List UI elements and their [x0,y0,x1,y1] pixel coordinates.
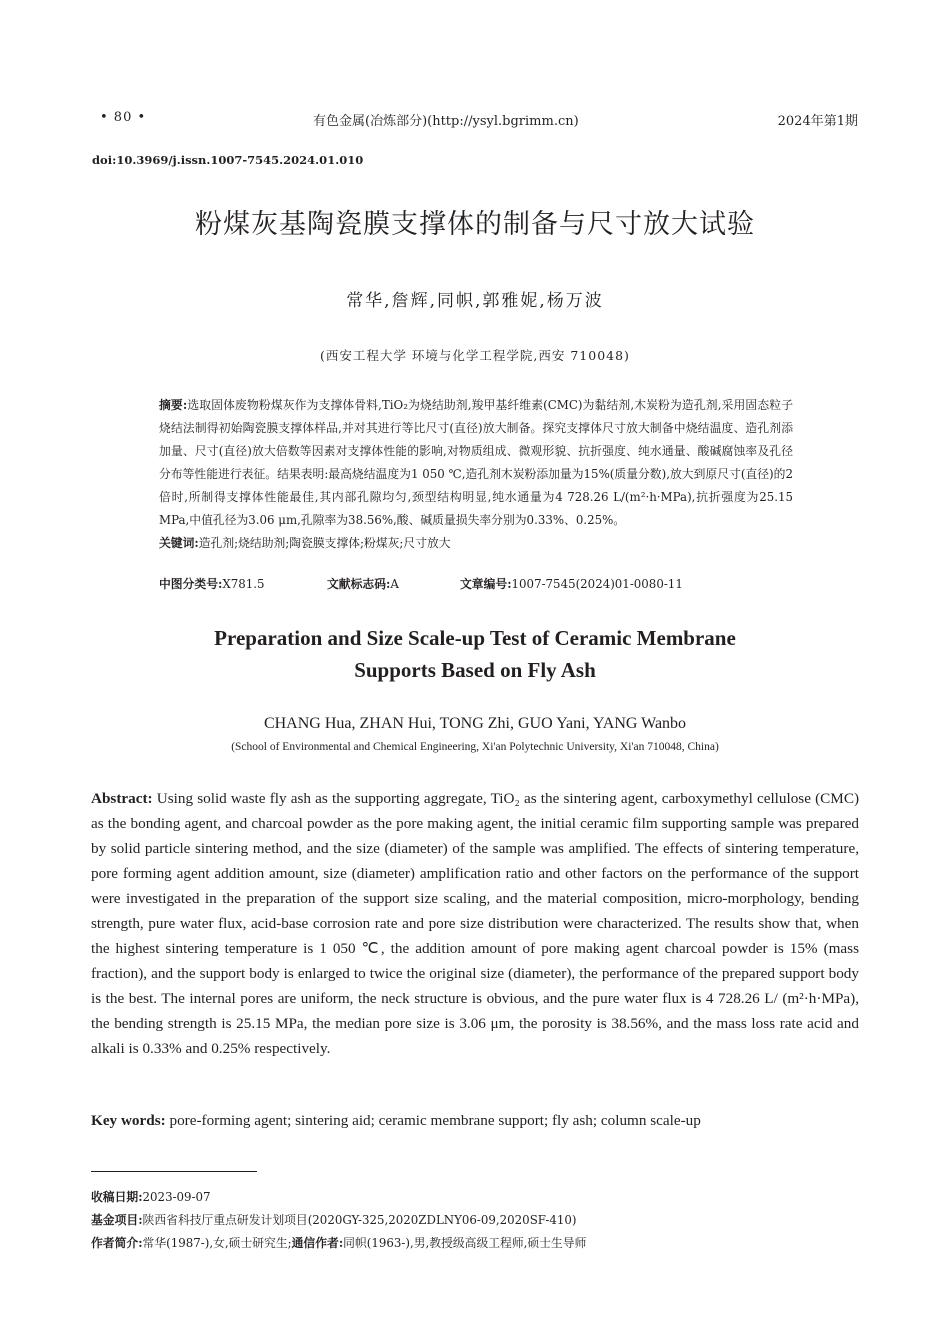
abstract-en [91,786,859,1061]
page-number: • 80 • [100,110,147,125]
clc-label: 中图分类号: [159,577,223,591]
footnote-divider [91,1171,257,1172]
keywords-cn-text: 造孔剂;烧结助剂;陶瓷膜支撑体;粉煤灰;尺寸放大 [198,536,451,550]
author-bio [91,1232,871,1255]
paper-title-cn: 粉煤灰基陶瓷膜支撑体的制备与尺寸放大试验 [195,209,755,240]
authors-cn: 常华,詹辉,同帜,郭雅妮,杨万波 [346,291,604,311]
fund-project [91,1209,871,1232]
abstract-en-label: Abstract: [91,790,153,807]
authors-en: CHANG Hua, ZHAN Hui, TONG Zhi, GUO Yani, YANG Wanbo [263,715,687,732]
clc-value: X781.5 [222,577,265,591]
affiliation-en: (School of Environmental and Chemical Engineering, Xi'an Polytechnic University, Xi'an 710048, China) [231,741,719,753]
abstract-cn-label: 摘要: [159,398,188,412]
issue-label: 2024年第1期 [777,114,858,129]
article-number [460,575,683,592]
keywords-en [91,1112,859,1130]
keywords-en-text: pore-forming agent; sintering aid; ceramic membrane support; fly ash; column scale-up [169,1112,701,1129]
document-code [327,575,399,592]
author-label: 作者简介: [91,1236,143,1250]
article-label: 文章编号: [460,577,512,591]
abstract-cn-section [159,394,793,555]
corr-value: 同帜(1963-),男,教授级高级工程师,硕士生导师 [343,1236,587,1250]
fund-label: 基金项目: [91,1213,143,1227]
article-value: 1007-7545(2024)01-0080-11 [511,577,683,591]
journal-header: 有色金属(冶炼部分)(http://ysyl.bgrimm.cn) [313,114,579,129]
keywords-cn [159,532,793,555]
keywords-cn-label: 关键词: [159,536,199,550]
paper-title-en [0,622,950,686]
abstract-cn-text: 选取固体废物粉煤灰作为支撑体骨料,TiO₂为烧结助剂,羧甲基纤维素(CMC)为黏结剂,木炭粉为造孔剂,采用固态粒子烧结法制得初始陶瓷膜支撑体样品,并对其进行等比尺寸(直径)放大制备。探究支撑体尺寸放大制备中烧结温度、造孔剂添加量、尺寸(直径)放大倍数等因素对支撑体性能的影响,对物质组成、微观形貌、抗折强度、纯水通量、酸碱腐蚀率及孔径分布等性能进行表征。结果表明:最高烧结温度为1 050 ℃,造孔剂木炭粉添加量为15%(质量分数),放大到原尺寸(直径)的2倍时,所制得支撑体性能最佳,其内部孔隙均匀,颈型结构明显,纯水通量为4 728.26 L/(m²·h·MPa),抗折强度为25.15 MPa,中值孔径为3.06 μm,孔隙率为38.56%,酸、碱质量损失率分别为0.33%、0.25%。 [159,398,793,527]
received-label: 收稿日期: [91,1190,143,1204]
abstract-en-text: Using solid waste fly ash as the supporting aggregate, TiO₂ as the sintering agent, carboxymethyl cellulose (CMC) as the bonding agent, and charcoal powder as the pore making agent, the initial ceramic film supporting sample was prepared by solid particle sintering method, and the size (diameter) of the sample was amplified. The effects of sintering temperature, pore forming agent addition amount, size (diameter) amplification ratio and other factors on the performance of the support were investigated in the preparation of the support size scaling, and the material composition, micro-morphology, bending strength, pure water flux, acid-base corrosion rate and pore size distribution were characterized. The results show that, when the highest sintering temperature is 1 050 ℃, the addition amount of pore making agent charcoal powder is 15% (mass fraction), and the support body is enlarged to twice the original size (diameter), the performance of the prepared support body is the best. The internal pores are uniform, the neck structure is obvious, and the pure water flux is 4 728.26 L/ (m²·h·MPa), the bending strength is 25.15 MPa, the median pore size is 3.06 μm, the porosity is 38.56%, and the mass loss rate acid and alkali is 0.33% and 0.25% respectively. [91,790,860,1057]
paper-title-en-text: Preparation and Size Scale-up Test of Ceramic Membrane Supports Based on Fly Ash [214,626,736,682]
received-date [91,1186,871,1209]
author-value: 常华(1987-),女,硕士研究生; [142,1236,292,1250]
fund-value: 陕西省科技厅重点研发计划项目(2020GY-325,2020ZDLNY06-09,2020SF-410) [142,1213,577,1227]
doc-value: A [390,577,399,591]
abstract-cn [159,394,793,532]
clc-number [159,575,265,592]
footnotes [91,1186,871,1255]
doc-label: 文献标志码: [327,577,391,591]
keywords-en-label: Key words: [91,1112,166,1129]
affiliation-cn: (西安工程大学 环境与化学工程学院,西安 710048) [320,348,630,363]
corr-label: 通信作者: [291,1236,344,1250]
doi[interactable]: doi:10.3969/j.issn.1007-7545.2024.01.010 [92,153,364,167]
received-value: 2023-09-07 [142,1190,211,1204]
